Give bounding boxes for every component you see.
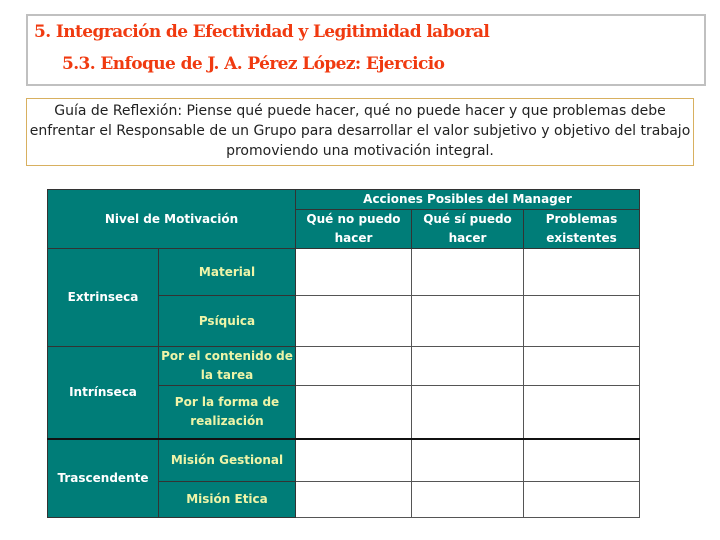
guide-text: : Piense qué puede hacer, qué no puede hacer y que problemas debe enfrentar el Responsable de un Grupo para desarrollar el valor subjetivo y objetivo del trabajo promoviendo una motivación integral. <box>29 103 691 159</box>
input-cell[interactable] <box>296 482 412 518</box>
sub-label: Misión Gestional <box>159 439 296 482</box>
input-cell[interactable] <box>524 386 640 439</box>
group-label: Trascendente <box>48 439 159 518</box>
col-header: Qué sí puedo hacer <box>412 210 524 249</box>
input-cell[interactable] <box>412 347 524 386</box>
input-cell[interactable] <box>524 482 640 518</box>
group-label: Intrínseca <box>48 347 159 439</box>
input-cell[interactable] <box>412 296 524 347</box>
input-cell[interactable] <box>412 439 524 482</box>
input-cell[interactable] <box>524 249 640 296</box>
input-cell[interactable] <box>296 439 412 482</box>
motivation-table <box>47 189 640 518</box>
group-label: Extrinseca <box>48 249 159 347</box>
input-cell[interactable] <box>296 347 412 386</box>
sub-label: Por el contenido de la tarea <box>159 347 296 386</box>
input-cell[interactable] <box>524 439 640 482</box>
sub-label: Material <box>159 249 296 296</box>
reflection-guide <box>26 98 694 166</box>
input-cell[interactable] <box>296 296 412 347</box>
acciones-header: Acciones Posibles del Manager <box>296 190 640 210</box>
sub-label: Psíquica <box>159 296 296 347</box>
sub-label: Misión Etica <box>159 482 296 518</box>
input-cell[interactable] <box>296 249 412 296</box>
sub-label: Por la forma de realización <box>159 386 296 439</box>
input-cell[interactable] <box>524 296 640 347</box>
input-cell[interactable] <box>412 482 524 518</box>
input-cell[interactable] <box>524 347 640 386</box>
nivel-header: Nivel de Motivación <box>48 190 296 249</box>
title-line2: 5.3. Enfoque de J. A. Pérez López: Ejercicio <box>62 54 445 74</box>
col-header: Problemas existentes <box>524 210 640 249</box>
title-box <box>26 14 706 86</box>
input-cell[interactable] <box>296 386 412 439</box>
input-cell[interactable] <box>412 249 524 296</box>
title-line1: 5. Integración de Efectividad y Legitimidad laboral <box>34 22 490 42</box>
col-header: Qué no puedo hacer <box>296 210 412 249</box>
guide-label: Guía de Reflexión <box>54 103 178 119</box>
input-cell[interactable] <box>412 386 524 439</box>
